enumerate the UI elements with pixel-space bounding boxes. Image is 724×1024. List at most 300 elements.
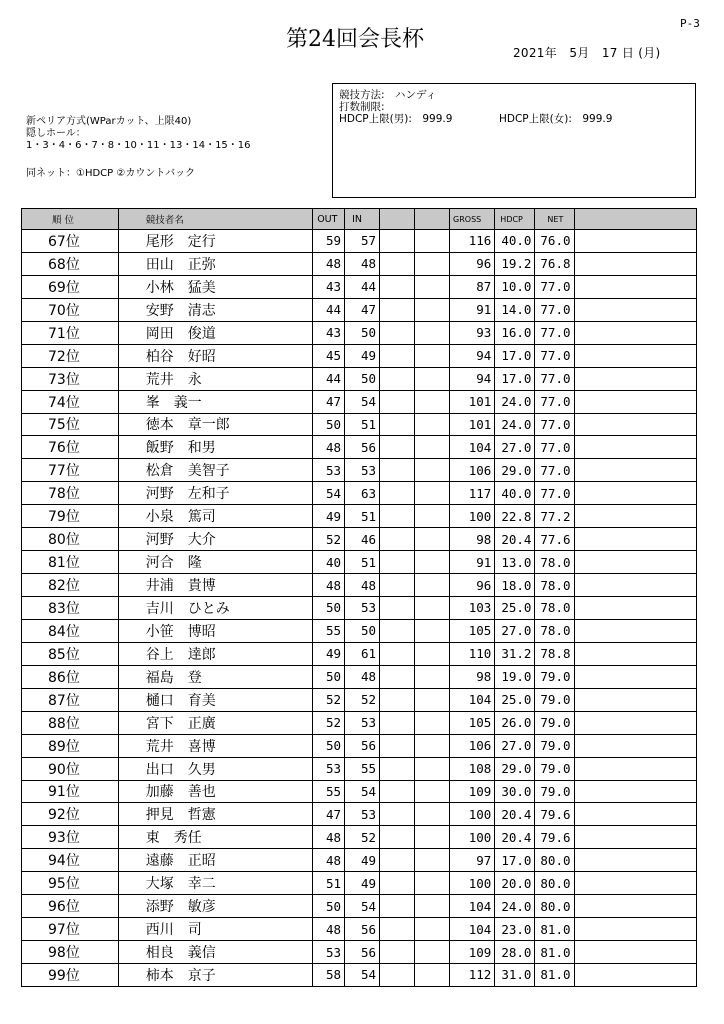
in-score-cell: 50 [345, 619, 380, 642]
gross-score-cell: 98 [450, 665, 495, 688]
net-score-cell: 78.0 [535, 619, 574, 642]
blank-cell [574, 275, 696, 298]
gross-score-cell: 116 [450, 230, 495, 253]
table-row [22, 505, 697, 528]
player-name-cell: 小笹 博昭 [118, 619, 312, 642]
hdcp-cell: 27.0 [495, 436, 535, 459]
in-score-cell: 49 [345, 344, 380, 367]
table-row [22, 367, 697, 390]
player-name-cell: 田山 正弥 [118, 252, 312, 275]
hdcp-cell: 28.0 [495, 941, 535, 964]
out-score-cell: 55 [313, 780, 345, 803]
gross-score-cell: 91 [450, 551, 495, 574]
blank-cell [574, 780, 696, 803]
hdcp-cell: 22.8 [495, 505, 535, 528]
blank-cell [380, 849, 415, 872]
player-name-cell: 安野 清志 [118, 298, 312, 321]
blank-cell [415, 413, 450, 436]
player-name-cell: 岡田 俊道 [118, 321, 312, 344]
hdcp-cell: 31.2 [495, 642, 535, 665]
out-score-cell: 53 [313, 459, 345, 482]
hdcp-cell: 27.0 [495, 619, 535, 642]
player-name-cell: 相良 義信 [118, 941, 312, 964]
player-name-cell: 荒井 永 [118, 367, 312, 390]
competition-info-box [332, 83, 696, 198]
rank-cell: 90位 [22, 757, 119, 780]
hdcp-cell: 24.0 [495, 390, 535, 413]
player-name-cell: 松倉 美智子 [118, 459, 312, 482]
blank-cell [574, 230, 696, 253]
gross-score-cell: 104 [450, 688, 495, 711]
in-score-cell: 54 [345, 780, 380, 803]
hdcp-cell: 24.0 [495, 413, 535, 436]
blank-cell [415, 826, 450, 849]
player-name-cell: 西川 司 [118, 918, 312, 941]
gross-score-cell: 93 [450, 321, 495, 344]
blank-cell [380, 298, 415, 321]
in-score-cell: 54 [345, 895, 380, 918]
blank-cell [380, 597, 415, 620]
hdcp-cell: 14.0 [495, 298, 535, 321]
gross-score-cell: 109 [450, 780, 495, 803]
in-score-cell: 49 [345, 849, 380, 872]
net-score-cell: 77.0 [535, 436, 574, 459]
rank-cell: 85位 [22, 642, 119, 665]
in-score-cell: 54 [345, 964, 380, 987]
in-score-cell: 47 [345, 298, 380, 321]
net-score-cell: 79.0 [535, 780, 574, 803]
blank-cell [415, 642, 450, 665]
player-name-cell: 徳本 章一郎 [118, 413, 312, 436]
blank-cell [380, 619, 415, 642]
gross-score-cell: 100 [450, 872, 495, 895]
blank-cell [574, 574, 696, 597]
gross-score-cell: 105 [450, 711, 495, 734]
table-row [22, 298, 697, 321]
blank-cell [574, 964, 696, 987]
out-score-cell: 48 [313, 826, 345, 849]
results-table [21, 208, 697, 987]
net-score-cell: 81.0 [535, 964, 574, 987]
header-name: 競技者名 [118, 209, 312, 230]
in-score-cell: 56 [345, 941, 380, 964]
net-score-cell: 77.6 [535, 528, 574, 551]
blank-cell [574, 688, 696, 711]
table-row [22, 252, 697, 275]
gross-score-cell: 104 [450, 895, 495, 918]
blank-cell [415, 964, 450, 987]
blank-cell [380, 918, 415, 941]
blank-cell [574, 436, 696, 459]
rank-cell: 73位 [22, 367, 119, 390]
player-name-cell: 河野 左和子 [118, 482, 312, 505]
out-score-cell: 51 [313, 872, 345, 895]
out-score-cell: 55 [313, 619, 345, 642]
rank-cell: 93位 [22, 826, 119, 849]
table-row [22, 275, 697, 298]
blank-cell [415, 459, 450, 482]
blank-cell [380, 642, 415, 665]
blank-cell [415, 665, 450, 688]
header-net: NET [535, 209, 574, 230]
gross-score-cell: 104 [450, 918, 495, 941]
header-in: IN [345, 209, 380, 230]
blank-cell [380, 275, 415, 298]
blank-cell [574, 734, 696, 757]
table-row [22, 413, 697, 436]
gross-score-cell: 94 [450, 344, 495, 367]
blank-cell [415, 780, 450, 803]
in-score-cell: 56 [345, 436, 380, 459]
in-score-cell: 52 [345, 688, 380, 711]
in-score-cell: 56 [345, 734, 380, 757]
rank-cell: 92位 [22, 803, 119, 826]
blank-cell [574, 711, 696, 734]
player-name-cell: 荒井 喜博 [118, 734, 312, 757]
rank-cell: 74位 [22, 390, 119, 413]
blank-cell [574, 252, 696, 275]
gross-score-cell: 87 [450, 275, 495, 298]
blank-cell [574, 849, 696, 872]
gross-score-cell: 91 [450, 298, 495, 321]
in-score-cell: 61 [345, 642, 380, 665]
blank-cell [380, 780, 415, 803]
blank-cell [380, 230, 415, 253]
out-score-cell: 53 [313, 941, 345, 964]
player-name-cell: 尾形 定行 [118, 230, 312, 253]
rank-cell: 89位 [22, 734, 119, 757]
in-score-cell: 50 [345, 321, 380, 344]
hidden-holes-list: 1・3・4・6・7・8・10・11・13・14・15・16 [26, 140, 251, 151]
hdcp-cell: 26.0 [495, 711, 535, 734]
rank-cell: 83位 [22, 597, 119, 620]
out-score-cell: 50 [313, 734, 345, 757]
out-score-cell: 50 [313, 413, 345, 436]
out-score-cell: 48 [313, 436, 345, 459]
table-row [22, 597, 697, 620]
blank-cell [380, 803, 415, 826]
blank-cell [574, 390, 696, 413]
gross-score-cell: 110 [450, 642, 495, 665]
blank-cell [380, 482, 415, 505]
blank-cell [415, 688, 450, 711]
player-name-cell: 河合 隆 [118, 551, 312, 574]
rank-cell: 71位 [22, 321, 119, 344]
player-name-cell: 柿本 京子 [118, 964, 312, 987]
gross-score-cell: 106 [450, 734, 495, 757]
out-score-cell: 50 [313, 665, 345, 688]
player-name-cell: 小泉 篤司 [118, 505, 312, 528]
blank-cell [380, 413, 415, 436]
table-row [22, 688, 697, 711]
blank-cell [380, 574, 415, 597]
gross-score-cell: 112 [450, 964, 495, 987]
hdcp-cell: 25.0 [495, 688, 535, 711]
blank-cell [574, 344, 696, 367]
blank-cell [380, 688, 415, 711]
table-header-row [22, 209, 697, 230]
table-row [22, 895, 697, 918]
gross-score-cell: 100 [450, 803, 495, 826]
out-score-cell: 40 [313, 551, 345, 574]
blank-cell [380, 895, 415, 918]
out-score-cell: 48 [313, 918, 345, 941]
out-score-cell: 52 [313, 688, 345, 711]
net-score-cell: 79.6 [535, 803, 574, 826]
blank-cell [380, 252, 415, 275]
out-score-cell: 50 [313, 597, 345, 620]
player-name-cell: 押見 哲憲 [118, 803, 312, 826]
net-score-cell: 78.0 [535, 574, 574, 597]
net-score-cell: 77.0 [535, 459, 574, 482]
rank-cell: 84位 [22, 619, 119, 642]
out-score-cell: 50 [313, 895, 345, 918]
gross-score-cell: 101 [450, 413, 495, 436]
blank-cell [415, 574, 450, 597]
in-score-cell: 53 [345, 459, 380, 482]
rank-cell: 91位 [22, 780, 119, 803]
blank-cell [415, 941, 450, 964]
gross-score-cell: 109 [450, 941, 495, 964]
blank-cell [574, 551, 696, 574]
in-score-cell: 54 [345, 390, 380, 413]
rank-cell: 69位 [22, 275, 119, 298]
blank-cell [574, 665, 696, 688]
rank-cell: 99位 [22, 964, 119, 987]
net-score-cell: 80.0 [535, 849, 574, 872]
gross-score-cell: 108 [450, 757, 495, 780]
net-score-cell: 77.0 [535, 275, 574, 298]
net-score-cell: 78.0 [535, 597, 574, 620]
table-row [22, 390, 697, 413]
rank-cell: 97位 [22, 918, 119, 941]
blank-cell [380, 505, 415, 528]
tiebreak-rule: 同ネット：①HDCP ②カウントバック [26, 168, 196, 179]
hdcp-cell: 29.0 [495, 459, 535, 482]
in-score-cell: 48 [345, 665, 380, 688]
in-score-cell: 49 [345, 872, 380, 895]
net-score-cell: 78.8 [535, 642, 574, 665]
blank-cell [415, 390, 450, 413]
hdcp-cell: 20.0 [495, 872, 535, 895]
blank-cell [415, 849, 450, 872]
rank-cell: 79位 [22, 505, 119, 528]
net-score-cell: 77.2 [535, 505, 574, 528]
hdcp-cell: 23.0 [495, 918, 535, 941]
in-score-cell: 53 [345, 711, 380, 734]
blank-cell [415, 436, 450, 459]
net-score-cell: 77.0 [535, 482, 574, 505]
blank-cell [574, 321, 696, 344]
player-name-cell: 飯野 和男 [118, 436, 312, 459]
gross-score-cell: 100 [450, 826, 495, 849]
hdcp-cell: 40.0 [495, 482, 535, 505]
blank-cell [380, 436, 415, 459]
hdcp-cell: 31.0 [495, 964, 535, 987]
player-name-cell: 出口 久男 [118, 757, 312, 780]
out-score-cell: 49 [313, 642, 345, 665]
blank-cell [380, 344, 415, 367]
blank-cell [574, 619, 696, 642]
table-row [22, 964, 697, 987]
in-score-cell: 52 [345, 826, 380, 849]
table-row [22, 574, 697, 597]
blank-cell [574, 757, 696, 780]
hdcp-cell: 40.0 [495, 230, 535, 253]
gross-score-cell: 94 [450, 367, 495, 390]
table-row [22, 619, 697, 642]
hdcp-cell: 17.0 [495, 367, 535, 390]
in-score-cell: 63 [345, 482, 380, 505]
player-name-cell: 柏谷 好昭 [118, 344, 312, 367]
hdcp-cell: 19.2 [495, 252, 535, 275]
blank-cell [574, 826, 696, 849]
blank-cell [574, 918, 696, 941]
net-score-cell: 76.8 [535, 252, 574, 275]
hdcp-cell: 17.0 [495, 344, 535, 367]
blank-cell [415, 505, 450, 528]
out-score-cell: 47 [313, 803, 345, 826]
header-blank-2 [415, 209, 450, 230]
rank-cell: 76位 [22, 436, 119, 459]
header-out: OUT [313, 209, 345, 230]
gross-score-cell: 106 [450, 459, 495, 482]
net-score-cell: 79.0 [535, 734, 574, 757]
net-score-cell: 79.0 [535, 688, 574, 711]
hdcp-cell: 20.4 [495, 528, 535, 551]
player-name-cell: 福島 登 [118, 665, 312, 688]
blank-cell [380, 367, 415, 390]
player-name-cell: 東 秀任 [118, 826, 312, 849]
gross-score-cell: 101 [450, 390, 495, 413]
gross-score-cell: 97 [450, 849, 495, 872]
in-score-cell: 56 [345, 918, 380, 941]
table-row [22, 665, 697, 688]
blank-cell [415, 482, 450, 505]
blank-cell [415, 275, 450, 298]
out-score-cell: 44 [313, 298, 345, 321]
rank-cell: 95位 [22, 872, 119, 895]
rank-cell: 78位 [22, 482, 119, 505]
blank-cell [574, 642, 696, 665]
in-score-cell: 51 [345, 413, 380, 436]
blank-cell [380, 390, 415, 413]
hdcp-cell: 27.0 [495, 734, 535, 757]
in-score-cell: 55 [345, 757, 380, 780]
in-score-cell: 51 [345, 551, 380, 574]
player-name-cell: 吉川 ひとみ [118, 597, 312, 620]
in-score-cell: 44 [345, 275, 380, 298]
net-score-cell: 80.0 [535, 895, 574, 918]
blank-cell [415, 619, 450, 642]
gross-score-cell: 96 [450, 252, 495, 275]
net-score-cell: 77.0 [535, 413, 574, 436]
hdcp-cell: 18.0 [495, 574, 535, 597]
rank-cell: 96位 [22, 895, 119, 918]
out-score-cell: 58 [313, 964, 345, 987]
blank-cell [574, 941, 696, 964]
net-score-cell: 79.0 [535, 711, 574, 734]
gross-score-cell: 96 [450, 574, 495, 597]
table-row [22, 757, 697, 780]
table-row [22, 803, 697, 826]
blank-cell [380, 321, 415, 344]
rank-cell: 88位 [22, 711, 119, 734]
blank-cell [380, 872, 415, 895]
blank-cell [574, 413, 696, 436]
competition-method: 競技方法: ハンディ [339, 89, 437, 101]
table-row [22, 344, 697, 367]
net-score-cell: 77.0 [535, 321, 574, 344]
out-score-cell: 52 [313, 711, 345, 734]
rules-block [26, 116, 251, 152]
hdcp-cell: 30.0 [495, 780, 535, 803]
gross-score-cell: 103 [450, 597, 495, 620]
out-score-cell: 59 [313, 230, 345, 253]
net-score-cell: 81.0 [535, 918, 574, 941]
table-row [22, 436, 697, 459]
blank-cell [415, 551, 450, 574]
blank-cell [380, 459, 415, 482]
page-number: P-3 [680, 17, 700, 30]
rank-cell: 68位 [22, 252, 119, 275]
gross-score-cell: 117 [450, 482, 495, 505]
blank-cell [415, 803, 450, 826]
table-row [22, 780, 697, 803]
blank-cell [415, 918, 450, 941]
header-hdcp: HDCP [495, 209, 535, 230]
hdcp-cell: 16.0 [495, 321, 535, 344]
table-row [22, 918, 697, 941]
in-score-cell: 51 [345, 505, 380, 528]
hdcp-cell: 24.0 [495, 895, 535, 918]
net-score-cell: 79.0 [535, 665, 574, 688]
hdcp-limit-female: HDCP上限(女): 999.9 [499, 113, 613, 125]
hidden-holes-label: 隠しホール： [26, 128, 86, 139]
blank-cell [380, 528, 415, 551]
in-score-cell: 48 [345, 252, 380, 275]
out-score-cell: 52 [313, 528, 345, 551]
hdcp-cell: 20.4 [495, 826, 535, 849]
gross-score-cell: 105 [450, 619, 495, 642]
gross-score-cell: 98 [450, 528, 495, 551]
gross-score-cell: 100 [450, 505, 495, 528]
rank-cell: 98位 [22, 941, 119, 964]
in-score-cell: 53 [345, 803, 380, 826]
net-score-cell: 79.0 [535, 757, 574, 780]
out-score-cell: 48 [313, 574, 345, 597]
header-blank-1 [380, 209, 415, 230]
gross-score-cell: 104 [450, 436, 495, 459]
rank-cell: 94位 [22, 849, 119, 872]
table-row [22, 941, 697, 964]
rank-cell: 82位 [22, 574, 119, 597]
blank-cell [380, 711, 415, 734]
blank-cell [415, 321, 450, 344]
net-score-cell: 81.0 [535, 941, 574, 964]
player-name-cell: 井浦 貴博 [118, 574, 312, 597]
header-blank-3 [574, 209, 696, 230]
hdcp-limits [339, 113, 689, 125]
hdcp-cell: 20.4 [495, 803, 535, 826]
hdcp-cell: 25.0 [495, 597, 535, 620]
table-row [22, 872, 697, 895]
blank-cell [380, 964, 415, 987]
rank-cell: 87位 [22, 688, 119, 711]
table-row [22, 734, 697, 757]
blank-cell [415, 367, 450, 390]
in-score-cell: 46 [345, 528, 380, 551]
